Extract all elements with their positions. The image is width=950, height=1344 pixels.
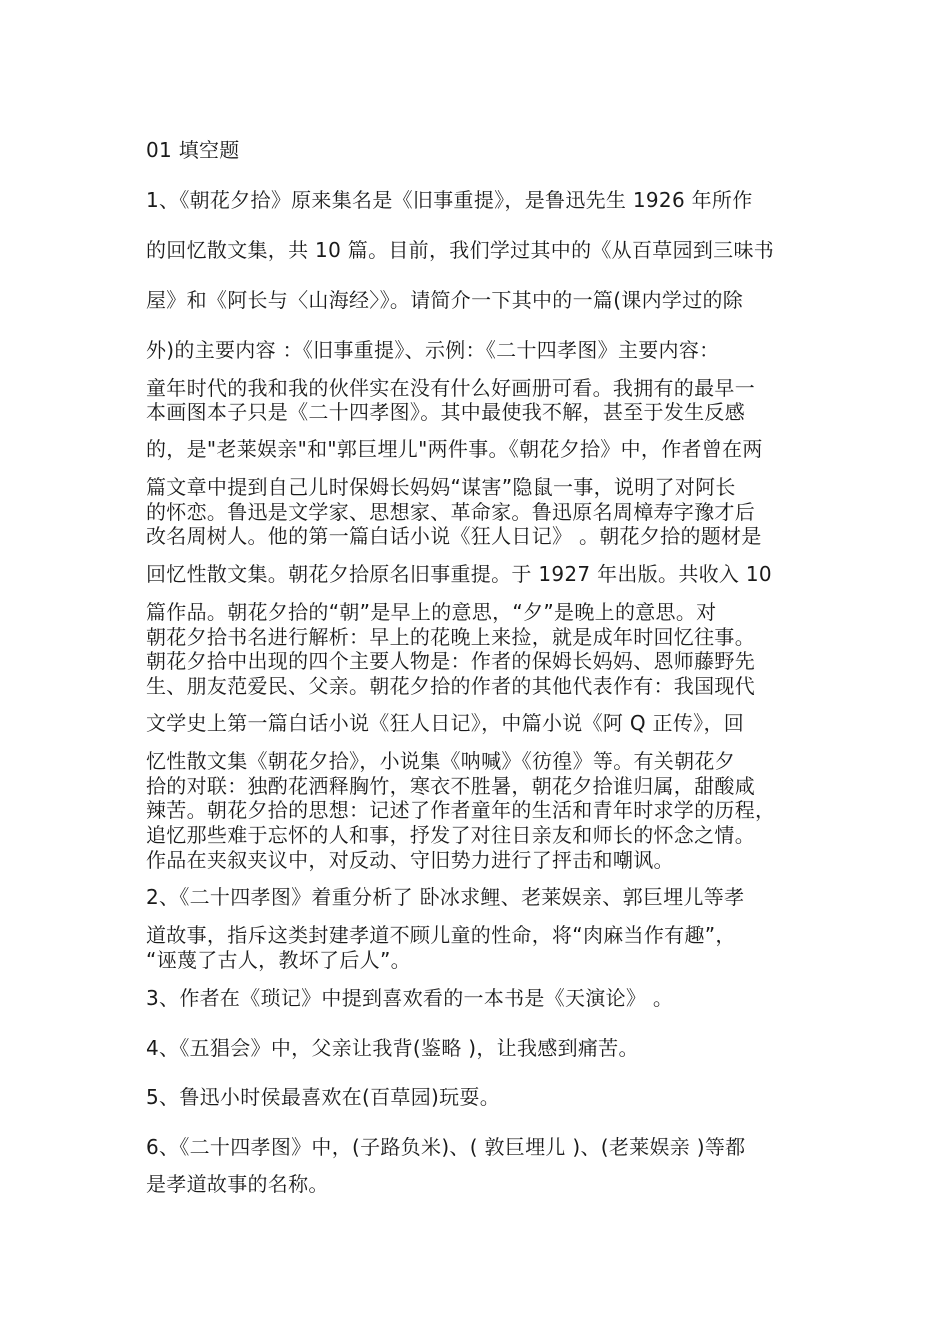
text-line: 篇作品。朝花夕拾的“朝”是早上的意思，“夕”是晚上的意思。对 (146, 600, 717, 624)
text-line: 朝花夕拾书名进行解析：早上的花晚上来捡，就是成年时回忆往事。 (146, 625, 755, 649)
text-line: 改名周树人。他的第一篇白话小说《狂人日记》 。朝花夕拾的题材是 (146, 524, 762, 548)
text-line: 朝花夕拾中出现的四个主要人物是：作者的保姆长妈妈、恩师藤野先 (146, 649, 755, 673)
text-line: 4、《五猖会》中，父亲让我背(鉴略 )，让我感到痛苦。 (146, 1036, 639, 1060)
text-line: 的怀恋。鲁迅是文学家、思想家、革命家。鲁迅原名周樟寿字豫才后 (146, 500, 755, 524)
text-line: 道故事，指斥这类封建孝道不顾儿童的性命，将“肉麻当作有趣”， (146, 923, 736, 947)
text-line: 童年时代的我和我的伙伴实在没有什么好画册可看。我拥有的最早一 (146, 376, 755, 400)
text-line: 1、《朝花夕拾》原来集名是《旧事重提》，是鲁迅先生 1926 年所作 (146, 188, 753, 212)
text-line: 回忆性散文集。朝花夕拾原名旧事重提。于 1927 年出版。共收入 10 (146, 562, 772, 586)
text-line: 篇文章中提到自己儿时保姆长妈妈“谋害”隐鼠一事，说明了对阿长 (146, 475, 736, 499)
text-line: 文学史上第一篇白话小说《狂人日记》，中篇小说《阿 Q 正传》，回 (146, 711, 745, 735)
text-line: 辣苦。朝花夕拾的思想：记述了作者童年的生活和青年时求学的历程， (146, 798, 776, 822)
text-line: 生、朋友范爱民、父亲。朝花夕拾的作者的其他代表作有：我国现代 (146, 674, 755, 698)
text-line: 的回忆散文集，共 10 篇。目前，我们学过其中的《从百草园到三味书 (146, 238, 775, 262)
text-line: 是孝道故事的名称。 (146, 1172, 329, 1196)
text-line: 6、《二十四孝图》中，(子路负米)、( 敦巨埋儿 )、(老莱娱亲 )等都 (146, 1135, 746, 1159)
text-line: 2、《二十四孝图》着重分析了 卧冰求鲤、老莱娱亲、郭巨埋儿等孝 (146, 885, 745, 909)
text-line: 屋》和《阿长与〈山海经〉》。请简介一下其中的一篇(课内学过的除 (146, 288, 744, 312)
text-line: 忆性散文集《朝花夕拾》，小说集《呐喊》《彷徨》等。有关朝花夕 (146, 749, 735, 773)
text-line: 外)的主要内容 ：《旧事重提》、示例：《二十四孝图》主要内容： (146, 338, 720, 362)
text-line: 拾的对联：独酌花洒释胸竹，寒衣不胜暑，朝花夕拾谁归属，甜酸咸 (146, 774, 755, 798)
text-line: “诬蔑了古人，教坏了后人”。 (146, 948, 411, 972)
text-line: 作品在夹叙夹议中，对反动、守旧势力进行了抨击和嘲讽。 (146, 848, 674, 872)
section-heading: 01 填空题 (146, 138, 240, 162)
text-line: 的，是"老莱娱亲"和"郭巨埋儿"两件事。《朝花夕拾》中，作者曾在两 (146, 437, 763, 461)
text-line: 本画图本子只是《二十四孝图》。其中最使我不解，甚至于发生反感 (146, 400, 745, 424)
text-line: 追忆那些难于忘怀的人和事，抒发了对往日亲友和师长的怀念之情。 (146, 823, 755, 847)
text-line: 3、作者在《琐记》中提到喜欢看的一本书是《天演论》 。 (146, 986, 674, 1010)
text-line: 5、鲁迅小时侯最喜欢在(百草园)玩耍。 (146, 1085, 501, 1109)
